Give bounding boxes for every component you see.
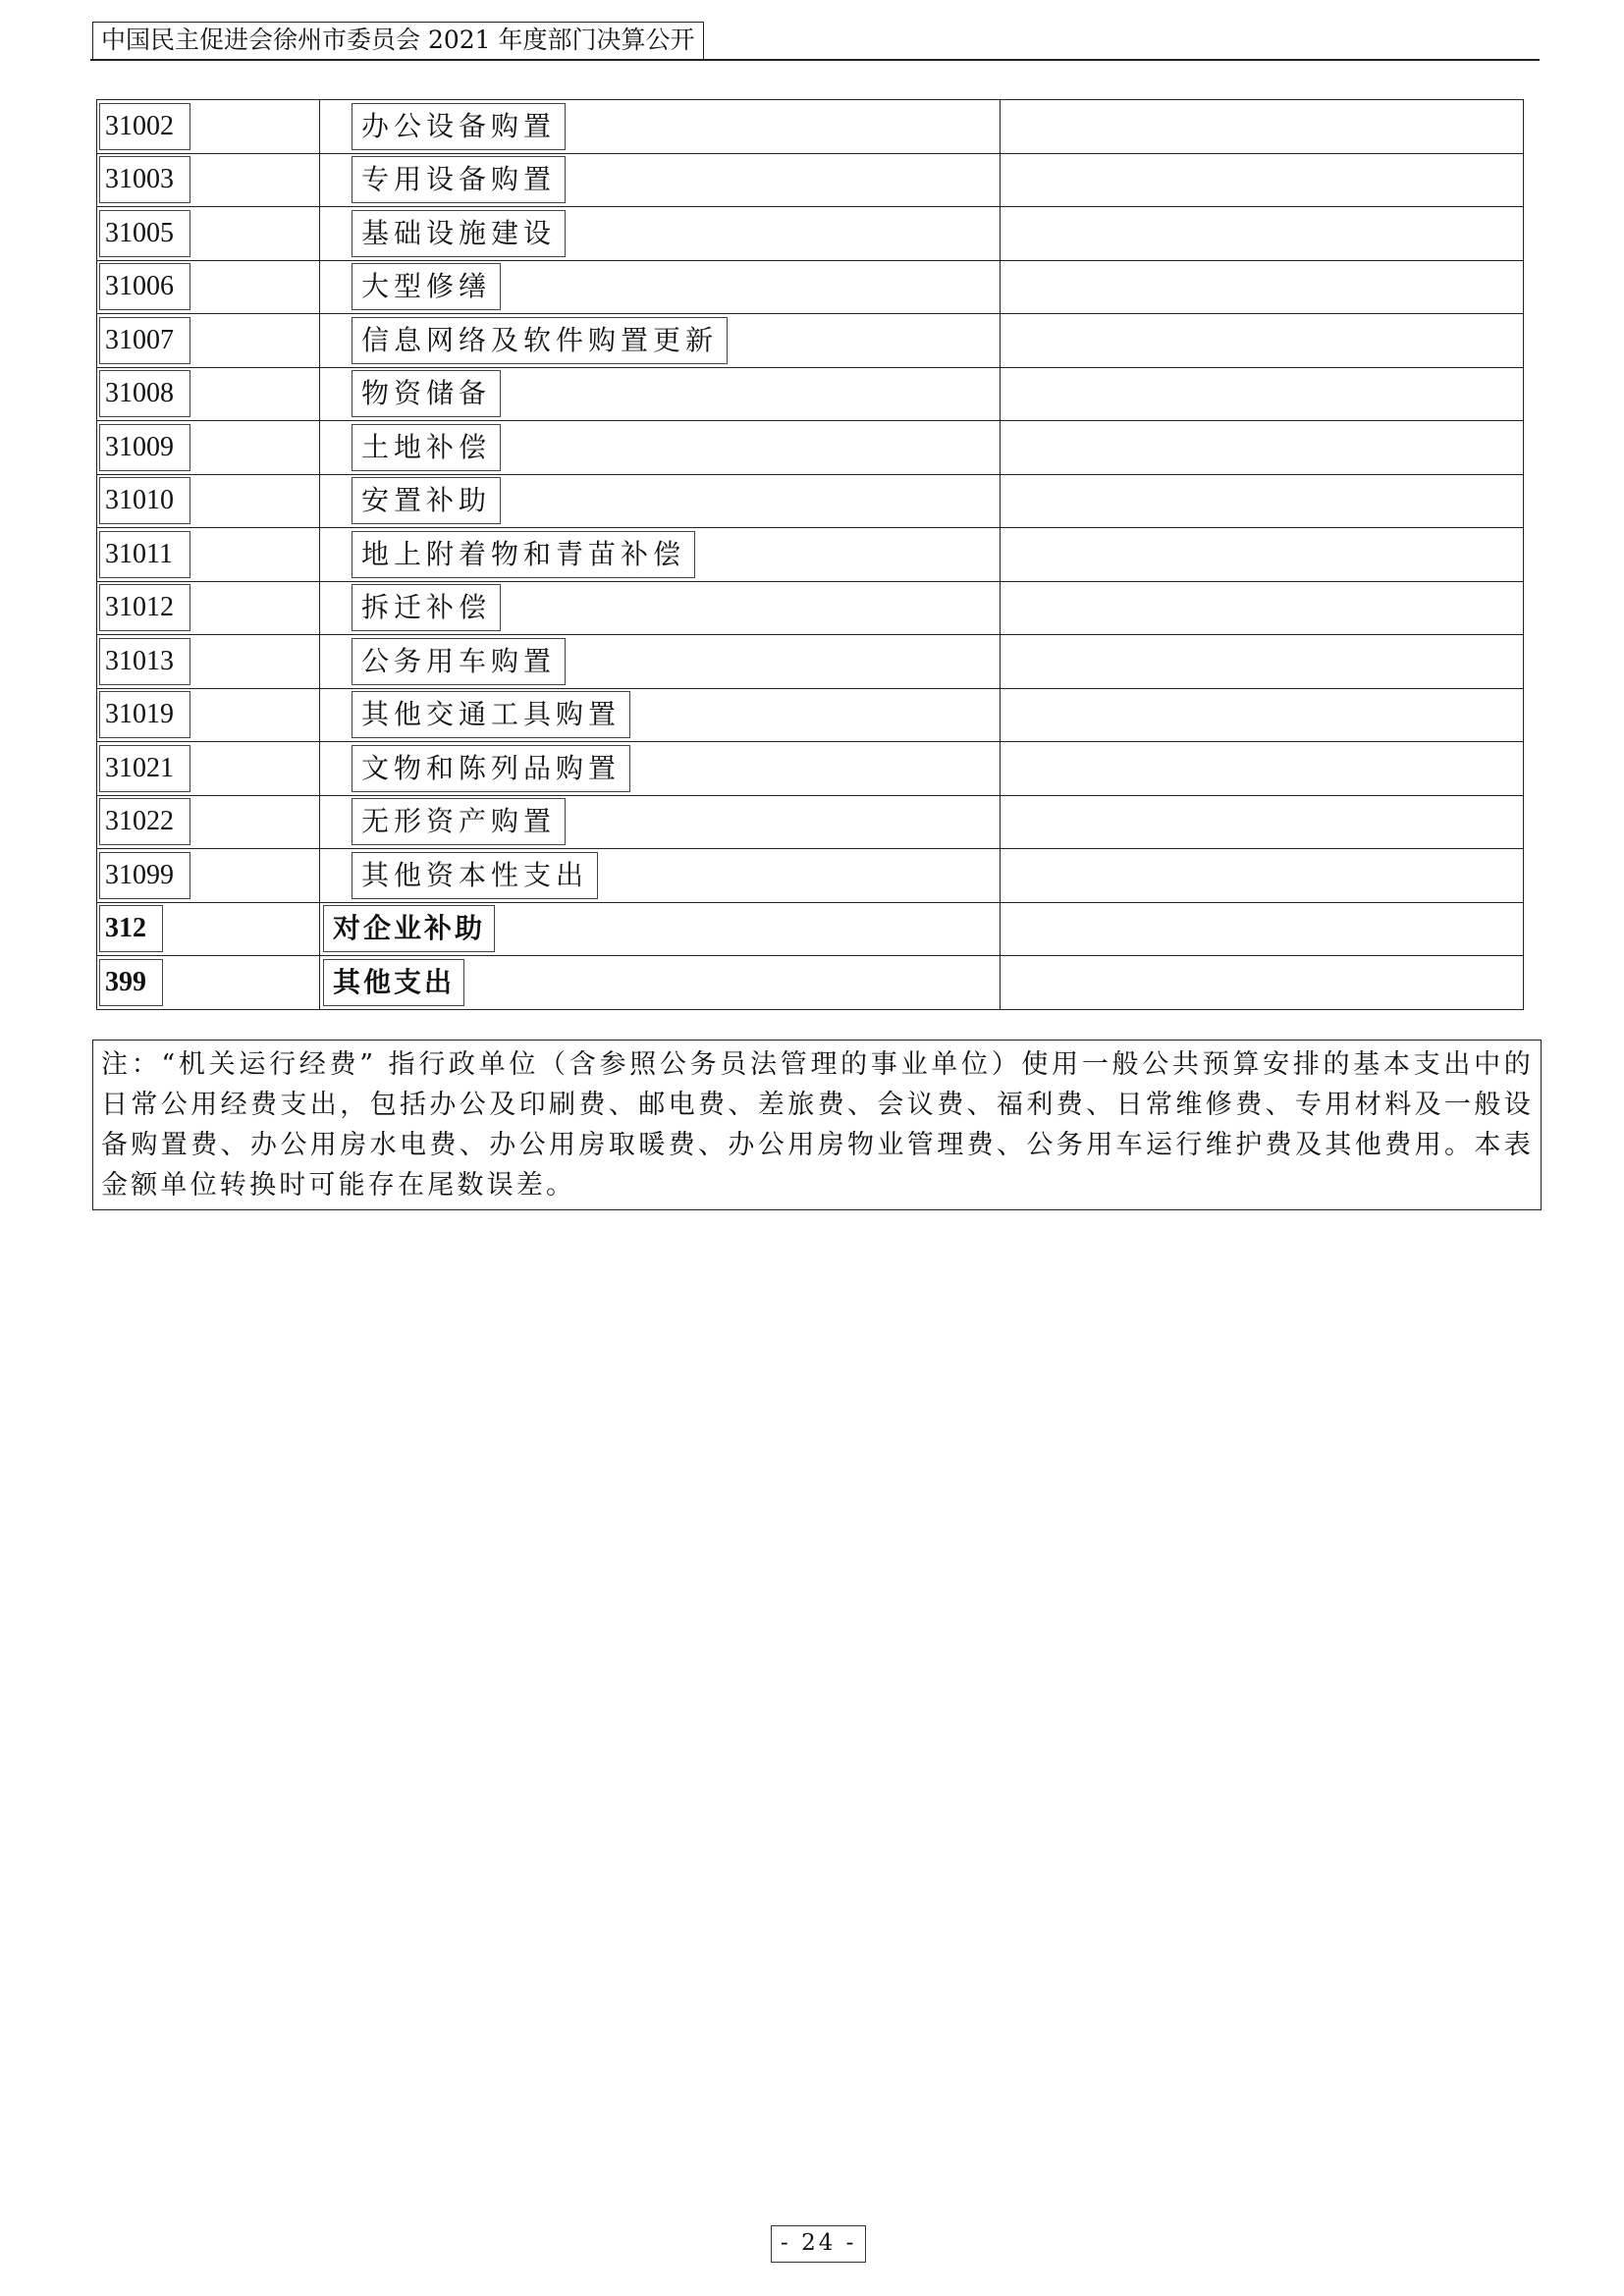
amount-cell [1001, 795, 1524, 849]
table-row [97, 902, 1524, 956]
code-cell [97, 635, 320, 689]
table-row [97, 742, 1524, 796]
table-row [97, 635, 1524, 689]
subject-code: 31005 [99, 210, 190, 257]
code-cell [97, 421, 320, 475]
subject-code: 31008 [99, 370, 190, 417]
name-cell [320, 421, 1001, 475]
amount-cell [1001, 902, 1524, 956]
subject-name: 其他交通工具购置 [352, 691, 630, 738]
amount-cell [1001, 314, 1524, 368]
name-cell [320, 153, 1001, 207]
table-row [97, 421, 1524, 475]
subject-name: 对企业补助 [323, 905, 495, 952]
table-row [97, 849, 1524, 903]
name-cell [320, 528, 1001, 582]
name-cell [320, 367, 1001, 421]
table-row [97, 100, 1524, 154]
code-cell [97, 902, 320, 956]
code-cell [97, 849, 320, 903]
header-rule [90, 59, 1540, 61]
subject-name: 物资储备 [352, 370, 501, 417]
table-body [97, 100, 1524, 1010]
subject-code: 31012 [99, 584, 190, 631]
subject-name: 大型修缮 [352, 263, 501, 310]
table-row [97, 260, 1524, 314]
subject-name: 信息网络及软件购置更新 [352, 317, 728, 364]
table-note [92, 1040, 1542, 1210]
name-cell [320, 688, 1001, 742]
subject-name: 办公设备购置 [352, 103, 566, 150]
subject-code: 31002 [99, 103, 190, 150]
amount-cell [1001, 742, 1524, 796]
name-cell [320, 207, 1001, 261]
table-row [97, 367, 1524, 421]
note-text: 注：“机关运行经费” 指行政单位（含参照公务员法管理的事业单位）使用一般公共预算安排的基本支出中的日常公用经费支出，包括办公及印刷费、邮电费、差旅费、会议费、福利费、日常维修费、专用材料及一般设备购置费、办公用房水电费、办公用房取暖费、办公用房物业管理费、公务用车运行维护费及其他费用。本表金额单位转换时可能存在尾数误差。 [101, 1049, 1534, 1201]
subject-name: 无形资产购置 [352, 798, 566, 845]
name-cell [320, 100, 1001, 154]
amount-cell [1001, 367, 1524, 421]
table-row [97, 314, 1524, 368]
amount-cell [1001, 260, 1524, 314]
subject-code: 399 [99, 959, 163, 1006]
table-row [97, 581, 1524, 635]
code-cell [97, 581, 320, 635]
amount-cell [1001, 849, 1524, 903]
name-cell [320, 314, 1001, 368]
code-cell [97, 742, 320, 796]
subject-name: 文物和陈列品购置 [352, 745, 630, 792]
code-cell [97, 207, 320, 261]
amount-cell [1001, 100, 1524, 154]
amount-cell [1001, 421, 1524, 475]
code-cell [97, 688, 320, 742]
subject-name: 专用设备购置 [352, 156, 566, 203]
table-row [97, 153, 1524, 207]
code-cell [97, 956, 320, 1010]
subject-name: 基础设施建设 [352, 210, 566, 257]
code-cell [97, 260, 320, 314]
subject-name: 拆迁补偿 [352, 584, 501, 631]
table-row [97, 528, 1524, 582]
code-cell [97, 100, 320, 154]
table-row [97, 795, 1524, 849]
name-cell [320, 902, 1001, 956]
subject-code: 31019 [99, 691, 190, 738]
code-cell [97, 795, 320, 849]
code-cell [97, 474, 320, 528]
amount-cell [1001, 635, 1524, 689]
code-cell [97, 528, 320, 582]
amount-cell [1001, 581, 1524, 635]
subject-name: 公务用车购置 [352, 638, 566, 685]
subject-code: 31006 [99, 263, 190, 310]
name-cell [320, 956, 1001, 1010]
amount-cell [1001, 207, 1524, 261]
table-row [97, 688, 1524, 742]
subject-name: 安置补助 [352, 477, 501, 524]
name-cell [320, 795, 1001, 849]
name-cell [320, 474, 1001, 528]
amount-cell [1001, 153, 1524, 207]
subject-code: 31022 [99, 798, 190, 845]
amount-cell [1001, 688, 1524, 742]
subject-code: 312 [99, 905, 163, 952]
amount-cell [1001, 528, 1524, 582]
table-row [97, 956, 1524, 1010]
budget-table [96, 99, 1524, 1010]
code-cell [97, 314, 320, 368]
subject-code: 31011 [99, 531, 190, 578]
subject-name: 其他支出 [323, 959, 464, 1006]
subject-code: 31021 [99, 745, 190, 792]
amount-cell [1001, 474, 1524, 528]
table-row [97, 207, 1524, 261]
amount-cell [1001, 956, 1524, 1010]
code-cell [97, 153, 320, 207]
subject-code: 31013 [99, 638, 190, 685]
subject-code: 31007 [99, 317, 190, 364]
subject-code: 31003 [99, 156, 190, 203]
name-cell [320, 849, 1001, 903]
name-cell [320, 742, 1001, 796]
subject-name: 地上附着物和青苗补偿 [352, 531, 695, 578]
document-header [92, 22, 704, 60]
subject-code: 31010 [99, 477, 190, 524]
subject-name: 土地补偿 [352, 424, 501, 471]
subject-code: 31099 [99, 852, 190, 899]
subject-name: 其他资本性支出 [352, 852, 598, 899]
table-row [97, 474, 1524, 528]
code-cell [97, 367, 320, 421]
name-cell [320, 635, 1001, 689]
name-cell [320, 260, 1001, 314]
header-title: 中国民主促进会徐州市委员会 2021 年度部门决算公开 [101, 26, 695, 54]
page-number: - 24 - [771, 2225, 866, 2263]
subject-code: 31009 [99, 424, 190, 471]
name-cell [320, 581, 1001, 635]
